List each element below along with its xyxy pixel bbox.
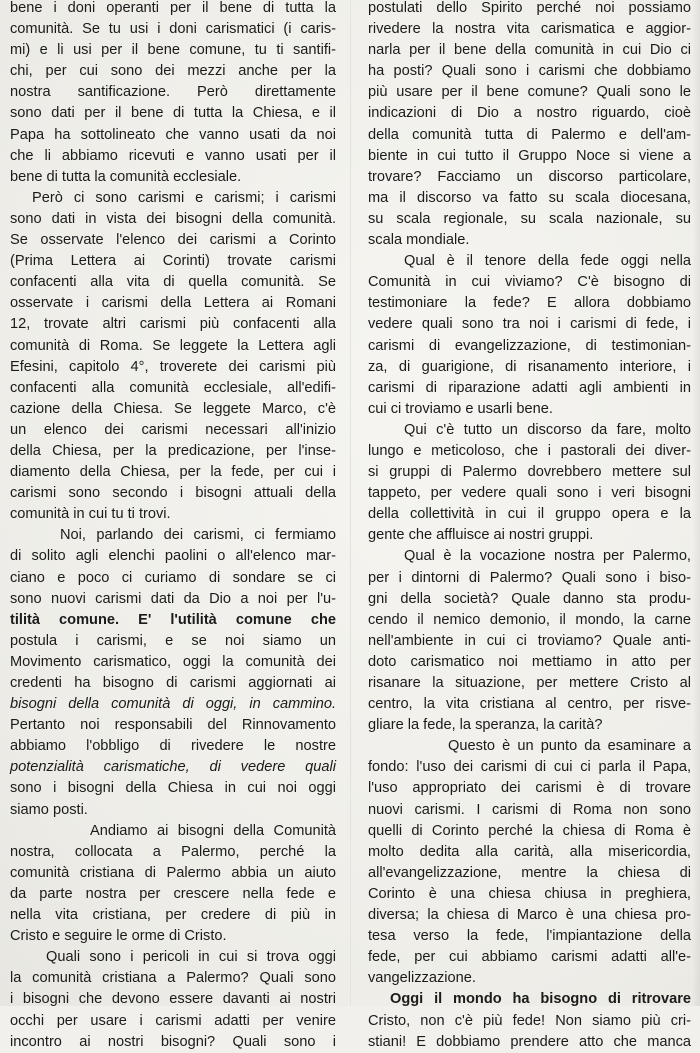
text-line: fondo: l'uso dei carismi di cui ci parla il Papa, [368,759,691,776]
text-line: l'uso appropriato dei carismi è di trovare [368,780,691,797]
text-line: Quali sono i pericoli in cui si trova oggi [46,949,336,966]
text-line: vangelizzazione. [368,970,476,987]
text-line: nuovi carismi. I carismi di Roma non sono [368,801,691,818]
text-line: tilità comune. E' l'utilità comune che [10,611,336,628]
text-line: indicazioni di Dio a nostro riguardo, cioè [368,105,691,122]
text-line: molto dedita alla carità, alla misericordia, [368,843,691,860]
left-text-column [10,0,336,1050]
text-line: sono nuovi carismi dati da Dio a noi per l'u- [10,590,336,607]
text-line: carismi di evangelizzazione, di testimonian- [368,337,691,354]
page-edge-shadow [692,0,700,1006]
text-line: confacenti alla comunità ecclesiale, all'edifi- [10,379,336,396]
text-line: mi) e li usi per il bene comune, tu ti santifi- [10,42,336,59]
text-line: centro, la vita cristiana al centro, per risve- [368,696,691,713]
text-line: risanare la situazione, per mettere Cristo al [368,675,691,691]
text-line: 12, trovate altri carismi più confacenti alla [10,316,336,333]
text-line: tappeto, per vedere quali sono i veri bisogni [368,485,691,502]
text-line: Comunità in cui viviamo? C'è bisogno di [368,274,691,291]
text-line: i bisogni che devono essere davanti ai nostri [10,991,336,1008]
text-line: ciano e poco ci curiamo di sondare se ci [10,569,336,586]
text-line: gliare la fede, la speranza, la carità? [368,717,603,734]
text-line: rivedere la nostra vita carismatica e aggior- [368,21,691,38]
text-line: Andiamo ai bisogni della Comunità [90,822,336,839]
text-line: potenzialità carismatiche, di vedere quali [10,759,336,776]
text-line: doto carismatico noi mettiamo in atto per [368,653,691,670]
text-line: Papa ha sottolineato che vanno usati da noi [10,126,336,143]
column-gutter [350,0,351,1006]
text-line: incontro ai nostri bisogni? Quali sono i [10,1033,336,1050]
text-line: un elenco dei carismi necessari all'inizio [10,421,336,438]
text-line: bene i doni operanti per il bene di tutta la [10,0,336,16]
text-line: stiani! E dobbiamo prendere atto che manca [368,1033,691,1050]
text-line: diamento della Chiesa, per la fede, per cui i [10,464,336,481]
text-line: scala mondiale. [368,232,470,249]
text-line: comunità cristiana di Palermo abbia un aiuto [10,864,336,881]
text-line: della comunità tutta di Palermo e dell'am- [368,126,691,143]
text-line: ma il discorso va fatto su scala diocesana, [368,189,691,206]
text-line: osservate i carismi della Lettera ai Romani [10,295,336,312]
text-line: (Prima Lettera ai Corinti) trovate carismi [10,253,336,270]
text-line: della collettività in cui il gruppo opera e la [368,506,691,523]
text-line: Cristo e seguire le orme di Cristo. [10,928,227,945]
text-line: si gruppi di Palermo dovrebbero mettere sul [368,464,691,481]
text-line: nostra, collocata a Palermo, perché la [10,843,336,860]
text-line: sono i bisogni della Chiesa in cui noi oggi [10,780,336,797]
text-line: Qui c'è tutto un discorso da fare, molto [404,421,691,438]
text-line: gente che affluisce ai nostri gruppi. [368,527,594,544]
text-line: che li abbiamo ricevuti e vanno usati per il [10,147,336,164]
text-line: Qual è la vocazione nostra per Palermo, [404,548,691,565]
text-line: fede, per cui abbiamo carismi adatti all'e- [368,949,691,966]
text-line: gni della società? Quale danno sta produ- [368,590,691,607]
text-line: narla per il bene della comunità in cui Dio ci [368,42,691,59]
text-line: tesa verso la fede, l'impiantazione della [368,928,691,945]
text-line: bene di tutta la comunità ecclesiale. [10,168,242,185]
text-line: bisogni della comunità di oggi, in cammino. [10,696,336,713]
text-line: sono dati in vista dei bisogni della comunità. [10,210,336,227]
text-line: chi, per cui sono dei mezzi anche per la [10,63,336,80]
text-line: postula i carismi, e se noi siamo un [10,632,336,649]
text-line: sono dati per il bene di tutta la Chiesa, e il [10,105,336,122]
text-line: cui ci troviamo e usarli bene. [368,400,553,417]
text-line: Cristo, non c'è più fede! Non siamo più cri- [368,1012,691,1029]
text-line: Oggi il mondo ha bisogno di ritrovare [390,991,691,1008]
text-line: comunità. Se tu usi i doni carismatici (i caris- [10,21,336,38]
text-line: comunità in cui tu ti trovi. [10,506,171,523]
text-line: abbiamo l'obbligo di rivedere le nostre [10,738,336,755]
text-line: Corinto è una chiesa chiusa in preghiera, [368,885,691,902]
text-line: di solito agli elenchi paolini o all'elenco mar- [10,548,336,565]
text-line: testimoniare la fede? E allora dobbiamo [368,295,691,312]
text-line: siamo posti. [10,801,88,818]
text-line: della Chiesa, per la predicazione, per l'inse- [10,442,336,459]
text-line: Questo è un punto da esaminare a [448,738,691,755]
text-line: Pertanto noi responsabili del Rinnovamento [10,717,336,734]
text-line: la comunità cristiana a Palermo? Quali sono [10,970,336,987]
text-line: confacenti alla vita di quella comunità. Se [10,274,336,291]
text-line: credenti ha bisogno di carismi aggiornati ai [10,675,336,691]
text-line: postulati dello Spirito perché noi possiamo [368,0,691,16]
text-line: Però ci sono carismi e carismi; i carismi [32,189,336,206]
text-line: su scala regionale, su scala nazionale, su [368,210,691,227]
text-line: da parte nostra per crescere nella fede e [10,885,336,902]
text-line: carismi di riparazione adatti agli ambienti in [368,379,691,396]
text-line: Efesini, capitolo 4°, troverete dei carismi più [10,358,336,375]
text-line: lungo e meticoloso, che i pastorali dei diver- [368,442,691,459]
text-line: Qual è il tenore della fede oggi nella [404,253,691,270]
text-line: più usare per il bene comune? Quali sono le [368,84,691,101]
text-line: comunità di Roma. Se leggete la Lettera agli [10,337,336,354]
text-line: cendo il nemico demonio, il mondo, la carne [368,611,691,628]
text-line: nella vita cristiana, per credere di più in [10,907,336,924]
text-line: nostra santificazione. Però direttamente [10,84,336,101]
text-line: za, di guarigione, di risanamento interiore, i [368,358,691,375]
text-line: Movimento carismatico, oggi la comunità dei [10,653,336,670]
text-line: biente in cui tutto il Gruppo Noce si viene a [368,147,691,164]
text-line: Se osservate l'elenco dei carismi a Corinto [10,232,336,249]
text-line: per i dintorni di Palermo? Quali sono i biso- [368,569,691,586]
text-line: Noi, parlando dei carismi, ci fermiamo [60,527,336,544]
text-line: carismi sono secondo i bisogni attuali della [10,485,336,502]
text-line: all'evangelizzazione, mentre la chiesa di [368,864,691,881]
right-text-column [368,0,691,1050]
text-line: trovare? Facciamo un discorso particolare, [368,168,691,185]
text-line: nell'ambiente in cui ci troviamo? Quale anti- [368,632,691,649]
text-line: ha posti? Quali sono i carismi che dobbiamo [368,63,691,80]
text-line: occhi per usare i carismi adatti per venire [10,1012,336,1029]
text-line: vedere quali sono tra noi i carismi di fede, i [368,316,691,333]
text-line: quelli di Corinto perché la chiesa di Roma è [368,822,691,839]
text-line: diversa; la chiesa di Marco è una chiesa pro- [368,907,691,924]
text-line: cazione della Chiesa. Se leggete Marco, c'è [10,400,336,417]
